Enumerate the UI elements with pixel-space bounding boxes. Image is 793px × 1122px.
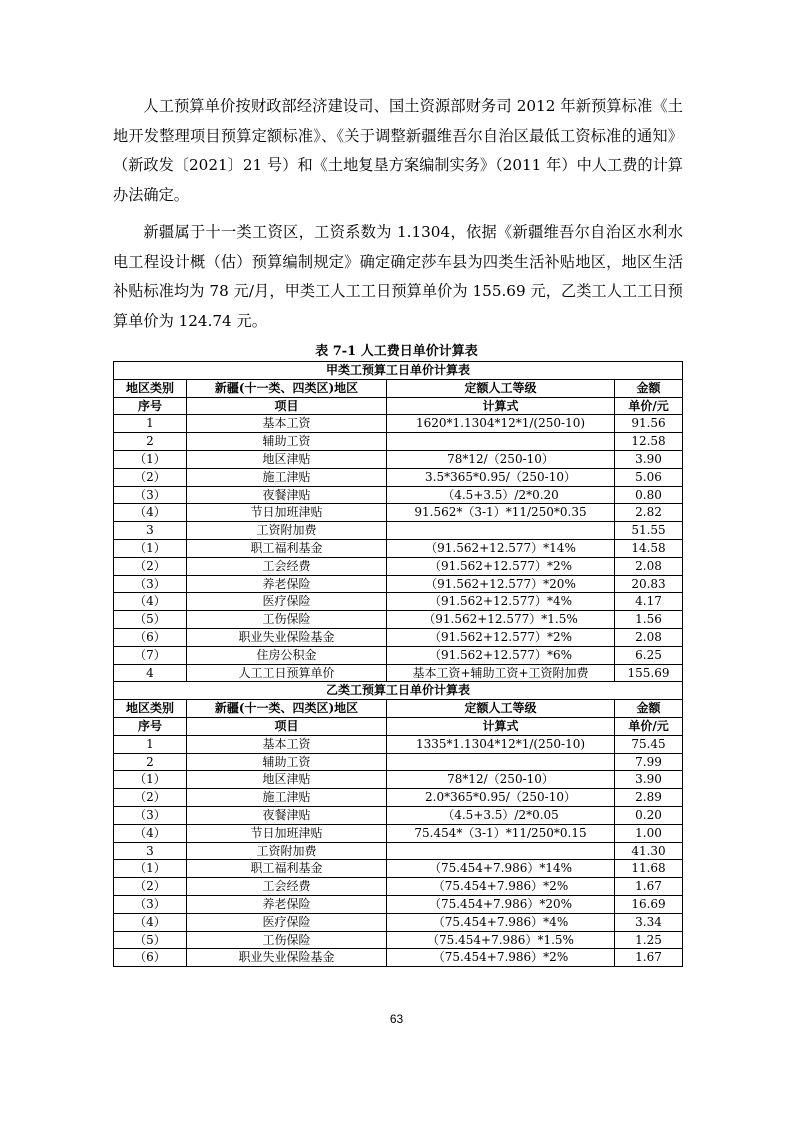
header-row	[114, 700, 683, 718]
table-row	[114, 539, 683, 557]
row-index: （4）	[114, 504, 187, 522]
row-formula: 75.454*（3-1）*11/250*0.15	[387, 824, 615, 842]
row-formula	[387, 522, 615, 540]
table-row	[114, 415, 683, 433]
row-formula: （91.562+12.577）*2%	[387, 628, 615, 646]
header-row	[114, 379, 683, 397]
row-amount: 51.55	[615, 522, 683, 540]
table-row	[114, 878, 683, 896]
row-amount: 6.25	[615, 646, 683, 664]
header-row	[114, 397, 683, 415]
row-amount: 16.69	[615, 895, 683, 913]
column-header: 序号	[114, 397, 187, 415]
row-item: 基本工资	[187, 735, 387, 753]
row-index: （4）	[114, 913, 187, 931]
row-amount: 155.69	[615, 664, 683, 682]
row-index: （3）	[114, 575, 187, 593]
row-index: （3）	[114, 486, 187, 504]
row-index: （3）	[114, 895, 187, 913]
row-item: 施工津贴	[187, 468, 387, 486]
table-row	[114, 557, 683, 575]
table-row	[114, 433, 683, 451]
row-formula	[387, 753, 615, 771]
row-amount: 12.58	[615, 433, 683, 451]
table-row	[114, 771, 683, 789]
row-item: 住房公积金	[187, 646, 387, 664]
row-index: （4）	[114, 824, 187, 842]
row-formula: 2.0*365*0.95/（250-10）	[387, 789, 615, 807]
table-row	[114, 468, 683, 486]
row-index: （6）	[114, 949, 187, 967]
row-item: 人工工日预算单价	[187, 664, 387, 682]
row-item: 医疗保险	[187, 913, 387, 931]
table-row	[114, 593, 683, 611]
page-number: 63	[389, 1012, 404, 1026]
row-index: （4）	[114, 593, 187, 611]
row-amount: 3.90	[615, 450, 683, 468]
row-formula: （75.454+7.986）*2%	[387, 949, 615, 967]
row-index: （1）	[114, 539, 187, 557]
row-index: （1）	[114, 860, 187, 878]
row-formula: （75.454+7.986）*14%	[387, 860, 615, 878]
row-amount: 20.83	[615, 575, 683, 593]
row-index: （2）	[114, 789, 187, 807]
row-amount: 2.89	[615, 789, 683, 807]
column-header: 计算式	[387, 397, 615, 415]
row-item: 夜餐津贴	[187, 806, 387, 824]
row-formula: （91.562+12.577）*20%	[387, 575, 615, 593]
row-formula: （4.5+3.5）/2*0.05	[387, 806, 615, 824]
column-header: 计算式	[387, 717, 615, 735]
row-amount: 4.17	[615, 593, 683, 611]
row-index: （3）	[114, 806, 187, 824]
row-formula: （91.562+12.577）*1.5%	[387, 611, 615, 629]
column-header: 单价/元	[615, 717, 683, 735]
row-index: （2）	[114, 878, 187, 896]
table-row	[114, 486, 683, 504]
row-index: （2）	[114, 468, 187, 486]
table-row	[114, 735, 683, 753]
column-header: 项目	[187, 397, 387, 415]
table-row	[114, 611, 683, 629]
table-row	[114, 753, 683, 771]
row-index: 3	[114, 522, 187, 540]
row-formula: 基本工资+辅助工资+工资附加费	[387, 664, 615, 682]
table-row	[114, 450, 683, 468]
column-header: 地区类别	[114, 379, 187, 397]
row-index: 4	[114, 664, 187, 682]
row-index: 3	[114, 842, 187, 860]
row-formula: 3.5*365*0.95/（250-10）	[387, 468, 615, 486]
row-index: （6）	[114, 628, 187, 646]
table-row	[114, 789, 683, 807]
row-item: 地区津贴	[187, 450, 387, 468]
paragraph-wage-basis: 人工预算单价按财政部经济建设司、国土资源部财务司 2012 年新预算标准《土地开发整理项目预算定额标准》、《关于调整新疆维吾尔自治区最低工资标准的通知》（新政发〔2021〕21 号）和《土地复垦方案编制实务》（2011 年）中人工费的计算办法确定。	[113, 97, 683, 204]
table-row	[114, 806, 683, 824]
row-item: 工会经费	[187, 557, 387, 575]
section-title: 乙类工预算工日单价计算表	[114, 682, 683, 700]
table-row	[114, 913, 683, 931]
row-formula: （75.454+7.986）*1.5%	[387, 931, 615, 949]
labor-cost-table	[113, 361, 683, 967]
column-header: 金额	[615, 379, 683, 397]
row-item: 工伤保险	[187, 931, 387, 949]
table-row	[114, 646, 683, 664]
row-amount: 3.34	[615, 913, 683, 931]
table-row	[114, 931, 683, 949]
row-item: 辅助工资	[187, 753, 387, 771]
row-item: 职业失业保险基金	[187, 949, 387, 967]
table-row	[114, 949, 683, 967]
table-row	[114, 522, 683, 540]
row-index: （1）	[114, 771, 187, 789]
row-amount: 3.90	[615, 771, 683, 789]
row-item: 辅助工资	[187, 433, 387, 451]
table-row	[114, 664, 683, 682]
row-item: 职工福利基金	[187, 539, 387, 557]
row-index: （5）	[114, 611, 187, 629]
row-item: 地区津贴	[187, 771, 387, 789]
row-amount: 1.67	[615, 949, 683, 967]
row-amount: 11.68	[615, 860, 683, 878]
paragraph-wage-zone: 新疆属于十一类工资区，工资系数为 1.1304，依据《新疆维吾尔自治区水利水电工程设计概（估）预算编制规定》确定确定莎车县为四类生活补贴地区，地区生活补贴标准均为 78 元/月，甲类工人工工日预算单价为 155.69 元，乙类工人工工日预算单价为 124.74 元。	[113, 223, 683, 330]
row-item: 夜餐津贴	[187, 486, 387, 504]
row-index: （5）	[114, 931, 187, 949]
row-amount: 0.80	[615, 486, 683, 504]
row-formula: （91.562+12.577）*2%	[387, 557, 615, 575]
row-index: 2	[114, 753, 187, 771]
row-amount: 2.82	[615, 504, 683, 522]
row-item: 职工福利基金	[187, 860, 387, 878]
section-title-row	[114, 362, 683, 380]
header-row	[114, 717, 683, 735]
table-caption: 表 7-1 人工费日单价计算表	[315, 344, 478, 359]
row-formula: 78*12/（250-10）	[387, 771, 615, 789]
row-index: （1）	[114, 450, 187, 468]
row-index: （2）	[114, 557, 187, 575]
row-formula: 91.562*（3-1）*11/250*0.35	[387, 504, 615, 522]
row-item: 节日加班津贴	[187, 824, 387, 842]
row-amount: 14.58	[615, 539, 683, 557]
section-title-row	[114, 682, 683, 700]
row-formula: （4.5+3.5）/2*0.20	[387, 486, 615, 504]
row-item: 工资附加费	[187, 842, 387, 860]
table-row	[114, 504, 683, 522]
table-row	[114, 860, 683, 878]
table-row	[114, 575, 683, 593]
row-index: 1	[114, 415, 187, 433]
row-amount: 41.30	[615, 842, 683, 860]
row-formula: （91.562+12.577）*14%	[387, 539, 615, 557]
row-formula: （91.562+12.577）*4%	[387, 593, 615, 611]
table-row	[114, 628, 683, 646]
column-header: 金额	[615, 700, 683, 718]
row-amount: 1.56	[615, 611, 683, 629]
row-amount: 2.08	[615, 628, 683, 646]
row-amount: 75.45	[615, 735, 683, 753]
column-header: 项目	[187, 717, 387, 735]
row-formula: 1620*1.1304*12*1/(250-10)	[387, 415, 615, 433]
row-item: 职业失业保险基金	[187, 628, 387, 646]
row-index: 2	[114, 433, 187, 451]
row-formula: 78*12/（250-10）	[387, 450, 615, 468]
row-item: 工资附加费	[187, 522, 387, 540]
row-item: 工会经费	[187, 878, 387, 896]
column-header: 定额人工等级	[387, 700, 615, 718]
row-item: 基本工资	[187, 415, 387, 433]
section-title: 甲类工预算工日单价计算表	[114, 362, 683, 380]
row-amount: 1.25	[615, 931, 683, 949]
row-index: （7）	[114, 646, 187, 664]
row-amount: 7.99	[615, 753, 683, 771]
row-item: 节日加班津贴	[187, 504, 387, 522]
row-formula: （75.454+7.986）*4%	[387, 913, 615, 931]
row-formula: 1335*1.1304*12*1/(250-10)	[387, 735, 615, 753]
table-row	[114, 824, 683, 842]
column-header: 序号	[114, 717, 187, 735]
row-amount: 1.00	[615, 824, 683, 842]
column-header: 单价/元	[615, 397, 683, 415]
table-row	[114, 895, 683, 913]
row-item: 养老保险	[187, 575, 387, 593]
table-row	[114, 842, 683, 860]
row-formula: （91.562+12.577）*6%	[387, 646, 615, 664]
row-amount: 5.06	[615, 468, 683, 486]
row-amount: 1.67	[615, 878, 683, 896]
column-header: 新疆(十一类、四类区)地区	[187, 379, 387, 397]
row-index: 1	[114, 735, 187, 753]
row-formula	[387, 842, 615, 860]
row-amount: 2.08	[615, 557, 683, 575]
row-formula: （75.454+7.986）*20%	[387, 895, 615, 913]
row-formula: （75.454+7.986）*2%	[387, 878, 615, 896]
row-item: 医疗保险	[187, 593, 387, 611]
row-item: 工伤保险	[187, 611, 387, 629]
row-amount: 0.20	[615, 806, 683, 824]
column-header: 地区类别	[114, 700, 187, 718]
row-formula	[387, 433, 615, 451]
column-header: 新疆(十一类、四类区)地区	[187, 700, 387, 718]
row-item: 施工津贴	[187, 789, 387, 807]
column-header: 定额人工等级	[387, 379, 615, 397]
row-item: 养老保险	[187, 895, 387, 913]
row-amount: 91.56	[615, 415, 683, 433]
